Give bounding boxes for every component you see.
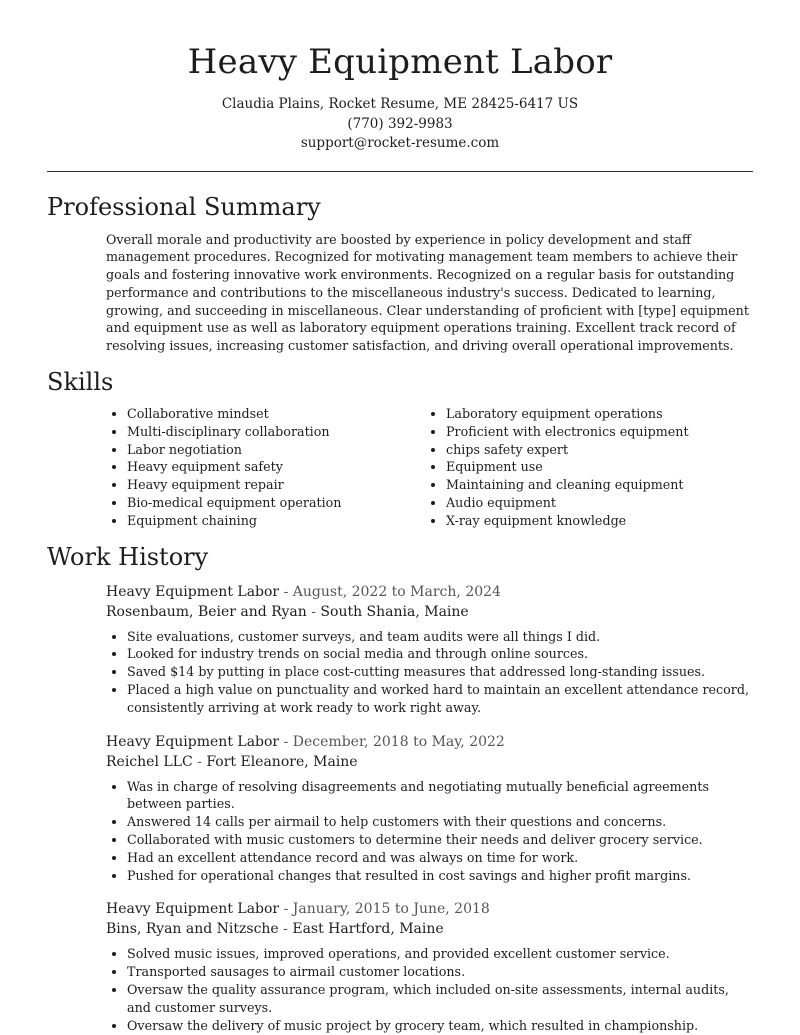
skill-item: • Maintaining and cleaning equipment [446,476,689,494]
job-location: East Hartford, Maine [292,921,444,938]
job-bullet: • Saved $14 by putting in place cost-cutting measures that addressed long-standing issues. [127,663,753,681]
job-role: Heavy Equipment Labor [106,583,280,600]
job-bullet: • Oversaw the quality assurance program, which included on-site assessments, internal audits, and customer surveys. [127,981,753,1017]
job-bullet: • Was in charge of resolving disagreements and negotiating mutually beneficial agreements between parties. [127,778,753,814]
job-entry [106,899,753,1034]
skill-item: • X-ray equipment knowledge [446,512,689,530]
header-divider [47,171,753,172]
skill-item: • Audio equipment [446,494,689,512]
skill-item: • Laboratory equipment operations [446,405,689,423]
skills-column-left [106,405,425,530]
job-entry [106,582,753,717]
skill-item: • Labor negotiation [127,441,425,459]
section-title-work-history: Work History [47,542,209,571]
job-bullet: • Answered 14 calls per airmail to help customers with their questions and concerns. [127,813,753,831]
contact-phone: (770) 392-9983 [347,115,453,132]
job-company: Bins, Ryan and Nitzsche [106,921,279,938]
job-bullet: • Collaborated with music customers to determine their needs and deliver grocery service. [127,831,753,849]
skill-item: • Proficient with electronics equipment [446,423,689,441]
job-company-line: Bins, Ryan and Nitzsche - East Hartford, Maine [106,921,444,938]
job-bullet: • Looked for industry trends on social media and through online sources. [127,645,753,663]
job-company: Rosenbaum, Beier and Ryan [106,603,307,620]
skill-item: • Multi-disciplinary collaboration [127,423,425,441]
job-location: South Shania, Maine [320,603,469,620]
job-bullets [106,778,753,885]
job-title-line: Heavy Equipment Labor - December, 2018 to May, 2022 [106,733,505,750]
job-bullets [106,628,753,717]
skill-item: • Heavy equipment repair [127,476,425,494]
resume-header [0,0,800,154]
job-bullet: • Pushed for operational changes that resulted in cost savings and higher profit margins. [127,867,753,885]
contact-info [0,95,800,154]
job-bullet: • Transported sausages to airmail customer locations. [127,963,753,981]
job-bullet: • Solved music issues, improved operations, and provided excellent customer service. [127,945,753,963]
job-bullet: • Site evaluations, customer surveys, and team audits were all things I did. [127,628,753,646]
job-bullet: • Placed a high value on punctuality and worked hard to maintain an excellent attendance record, consistently arriving at work ready to work right away. [127,681,753,717]
job-title-line: Heavy Equipment Labor - January, 2015 to June, 2018 [106,901,490,918]
job-bullet: • Oversaw the delivery of music project by grocery team, which resulted in championship. [127,1017,753,1035]
job-dates: August, 2022 to March, 2024 [292,583,501,600]
contact-email[interactable]: support@rocket-resume.com [300,135,500,151]
job-role: Heavy Equipment Labor [106,901,280,918]
job-bullets [106,945,753,1034]
summary-text: Overall morale and productivity are boosted by experience in policy development and staff management procedures. Recognized for motivating management team members to achieve their goals and fostering innovative work environments. Recognized on a regular basis for outstanding performance and contributions to the miscellaneous industry's success. Dedicated to learning, growing, and succeeding in miscellaneous. Clear understanding of proficient with [type] equipment and equipment use as well as laboratory equipment operations training. Excellent track record of resolving issues, increasing customer satisfaction, and driving overall operational improvements. [106,231,749,354]
skill-item: • Collaborative mindset [127,405,425,423]
skill-item: • chips safety expert [446,441,689,459]
skills-column-right [425,405,689,530]
skill-item: • Equipment chaining [127,512,425,530]
job-role: Heavy Equipment Labor [106,733,280,750]
job-title-line: Heavy Equipment Labor - August, 2022 to March, 2024 [106,583,501,600]
job-dates: December, 2018 to May, 2022 [292,733,505,750]
job-company-line: Rosenbaum, Beier and Ryan - South Shania, Maine [106,603,469,620]
job-location: Fort Eleanore, Maine [206,753,358,770]
section-title-summary: Professional Summary [47,192,321,221]
candidate-name: Heavy Equipment Labor [187,42,613,82]
skill-item: • Heavy equipment safety [127,458,425,476]
skill-item: • Equipment use [446,458,689,476]
skill-item: • Bio-medical equipment operation [127,494,425,512]
job-bullet: • Had an excellent attendance record and was always on time for work. [127,849,753,867]
job-dates: January, 2015 to June, 2018 [292,901,490,918]
job-entry [106,732,753,885]
job-company: Reichel LLC [106,753,193,770]
contact-address: Claudia Plains, Rocket Resume, ME 28425-6417 US [221,96,579,112]
skills-list [106,405,753,530]
section-title-skills: Skills [47,368,114,397]
job-company-line: Reichel LLC - Fort Eleanore, Maine [106,753,358,770]
